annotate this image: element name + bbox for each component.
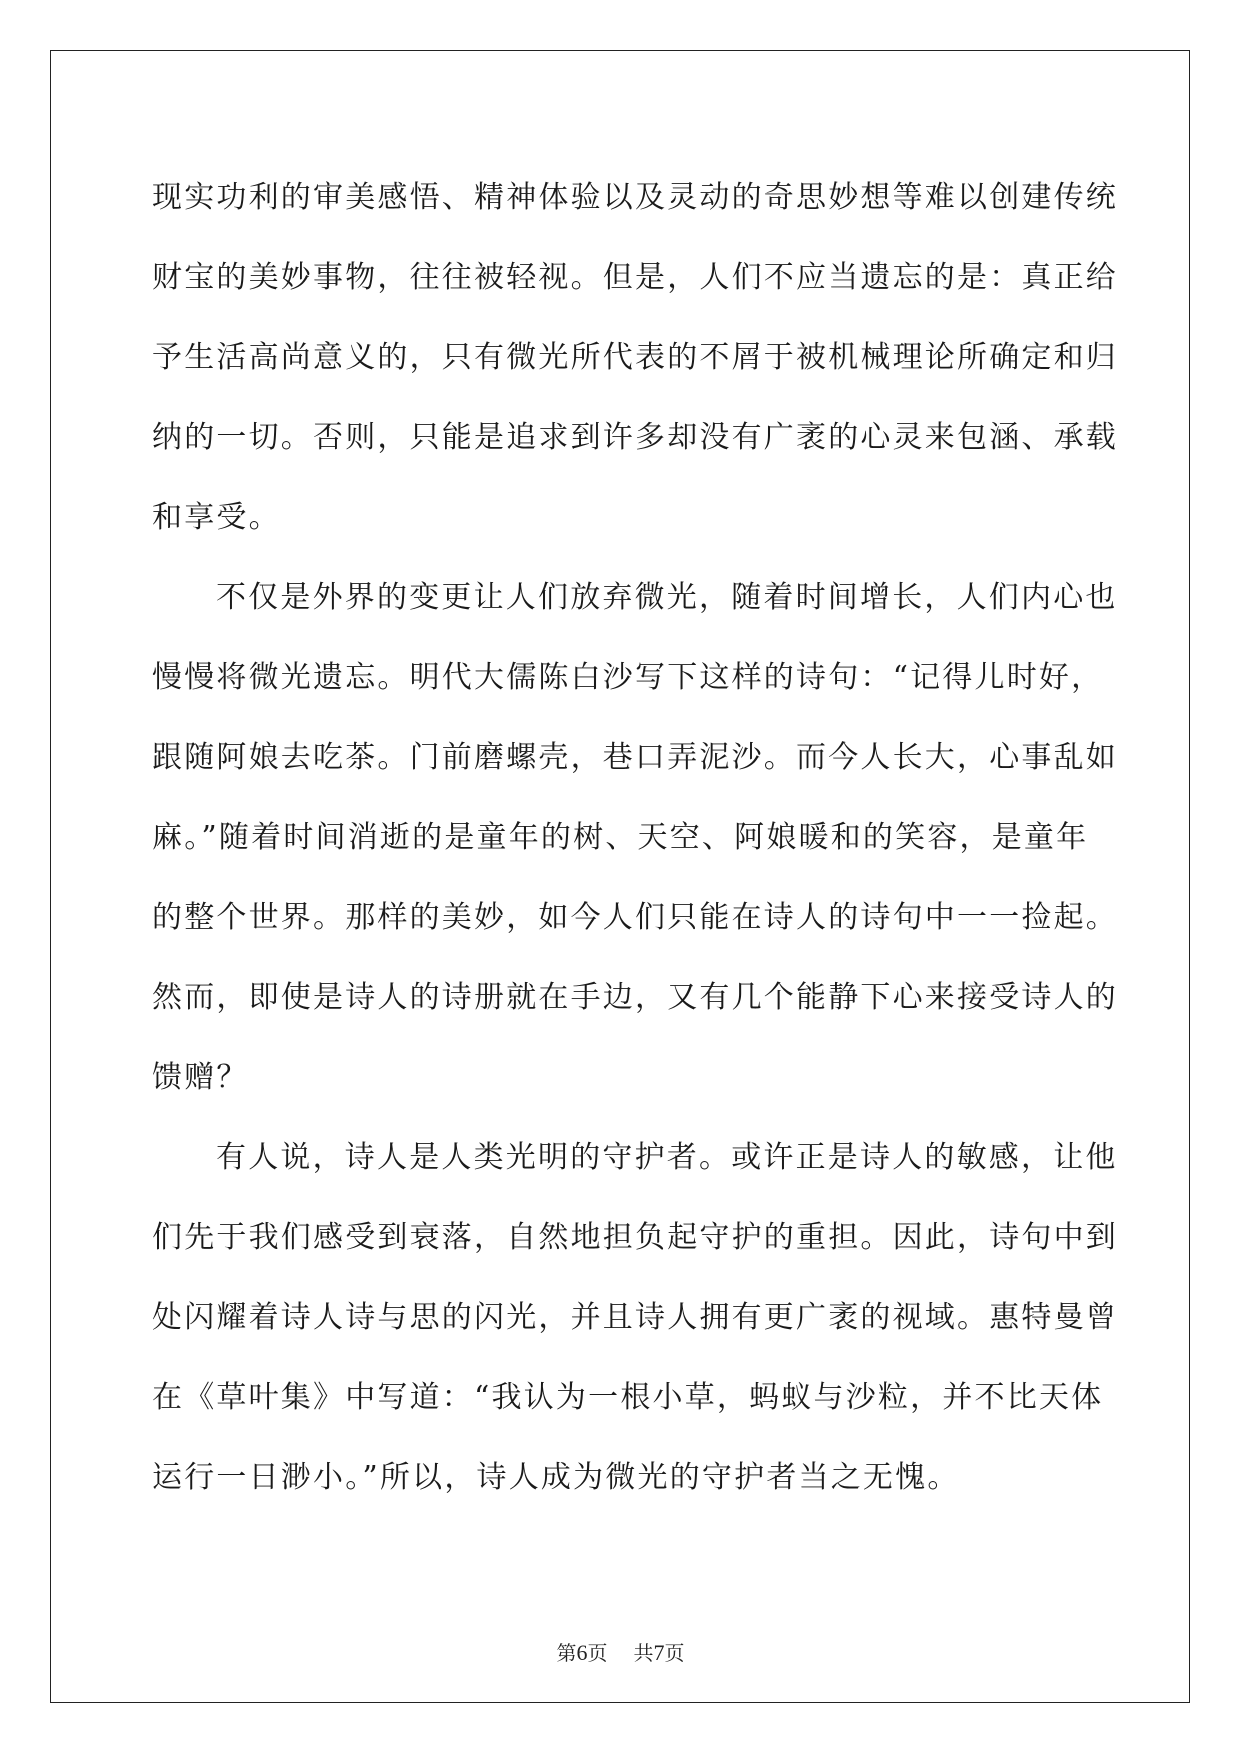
text-line: 予生活高尚意义的，只有微光所代表的不屑于被机械理论所确定和归: [152, 340, 1118, 375]
text-line: 跟随阿娘去吃茶。门前磨螺壳，巷口弄泥沙。而今人长大，心事乱如: [152, 740, 1118, 775]
total-suffix: 页: [664, 1641, 685, 1665]
text-line: 财宝的美妙事物，往往被轻视。但是，人们不应当遗忘的是：真正给: [152, 260, 1118, 295]
total-prefix: 共: [633, 1641, 654, 1665]
text-line: 在《草叶集》中写道：“我认为一根小草，蚂蚁与沙粒，并不比天体: [152, 1380, 1104, 1415]
page-prefix: 第: [556, 1641, 577, 1665]
text-line: 处闪耀着诗人诗与思的闪光，并且诗人拥有更广袤的视域。惠特曼曾: [152, 1300, 1118, 1335]
text-line: 纳的一切。否则，只能是追求到许多却没有广袤的心灵来包涵、承载: [152, 420, 1118, 455]
text-line: 们先于我们感受到衰落，自然地担负起守护的重担。因此，诗句中到: [152, 1220, 1118, 1255]
text-line: 馈赠？: [152, 1060, 249, 1095]
total-pages: 7: [653, 1640, 665, 1665]
page-suffix: 页: [587, 1641, 608, 1665]
document-body: [152, 158, 1118, 1518]
text-line: 慢慢将微光遗忘。明代大儒陈白沙写下这样的诗句：“记得儿时好，: [152, 660, 1104, 695]
text-line: 运行一日渺小。”所以，诗人成为微光的守护者当之无愧。: [152, 1460, 960, 1495]
text-line: 现实功利的审美感悟、精神体验以及灵动的奇思妙想等难以创建传统: [152, 180, 1118, 215]
text-line: 和享受。: [152, 500, 281, 535]
text-line: 的整个世界。那样的美妙，如今人们只能在诗人的诗句中一一捡起。: [152, 900, 1118, 935]
text-line: 然而，即使是诗人的诗册就在手边，又有几个能静下心来接受诗人的: [152, 980, 1118, 1015]
page-number: 6: [576, 1640, 588, 1665]
paragraph-first-line: 有人说，诗人是人类光明的守护者。或许正是诗人的敏感，让他: [216, 1140, 1118, 1175]
text-line: 麻。”随着时间消逝的是童年的树、天空、阿娘暖和的笑容，是童年: [152, 820, 1089, 855]
page-footer: [0, 1640, 1241, 1666]
paragraph-first-line: 不仅是外界的变更让人们放弃微光，随着时间增长，人们内心也: [216, 580, 1118, 615]
